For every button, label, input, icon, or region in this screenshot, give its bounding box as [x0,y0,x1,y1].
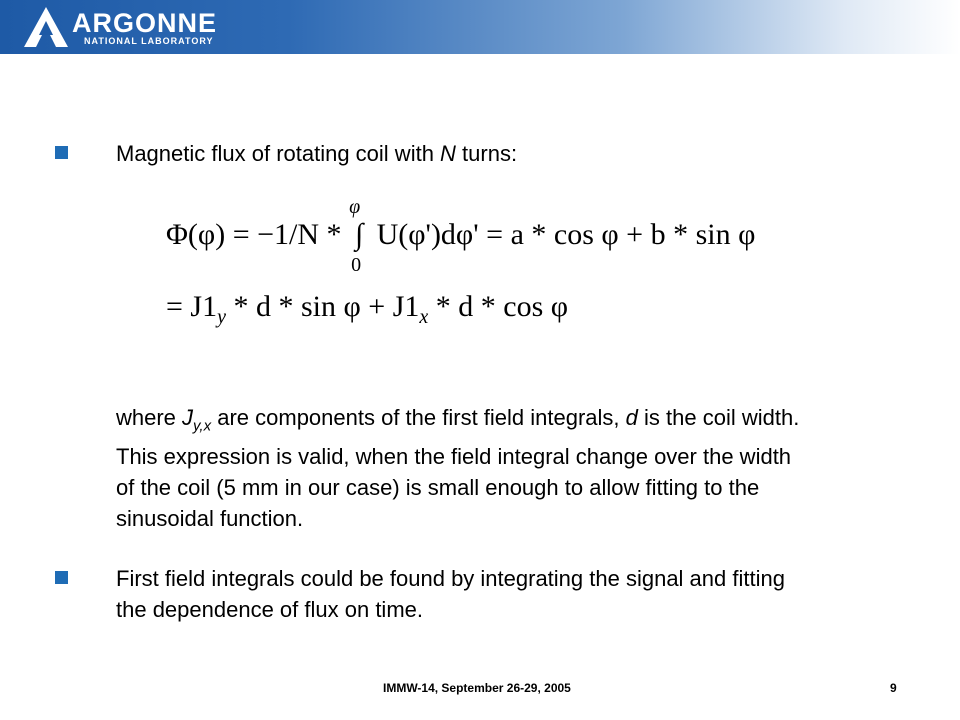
integral-sign: φ ∫ 0 [349,196,364,276]
argonne-logo [22,5,222,49]
equation-lhs: Φ(φ) = −1/N * [166,218,342,251]
explanation-line-2: This expression is valid, when the field integral change over the width [116,444,792,470]
logo-wordmark: ARGONNE [72,8,218,38]
explanation-text [116,402,799,534]
equation-rhs: U(φ')dφ' = a * cos φ + b * sin φ [376,218,756,251]
equation-line-2: = $J1_y * d * \sin \varphi + J1_x * d * \cos \varphi$ [166,290,569,328]
bullet-2-text: First field integrals could be found by integrating the signal and fitting the dependence of flux on time. [116,566,785,622]
explanation-line-3: of the coil (5 mm in our case) is small enough to allow fitting to the [116,475,760,501]
argonne-a-icon [22,5,70,49]
bullet-square-icon [55,146,68,159]
explanation-line-4: sinusoidal function. [116,506,304,532]
bullet-1-text: Magnetic flux of rotating coil with N turns: [116,141,518,166]
header-banner [0,0,960,54]
logo-subtitle: NATIONAL LABORATORY [84,36,214,46]
page-number: 9 [890,681,897,695]
equation-line-1 [166,196,756,276]
footer-conference: IMMW-14, September 26-29, 2005 [383,681,571,695]
bullet-square-icon [55,571,68,584]
explanation-line-1: where $J_{y,x}$ are components of the first field integrals, d is the coil width. [116,405,800,435]
